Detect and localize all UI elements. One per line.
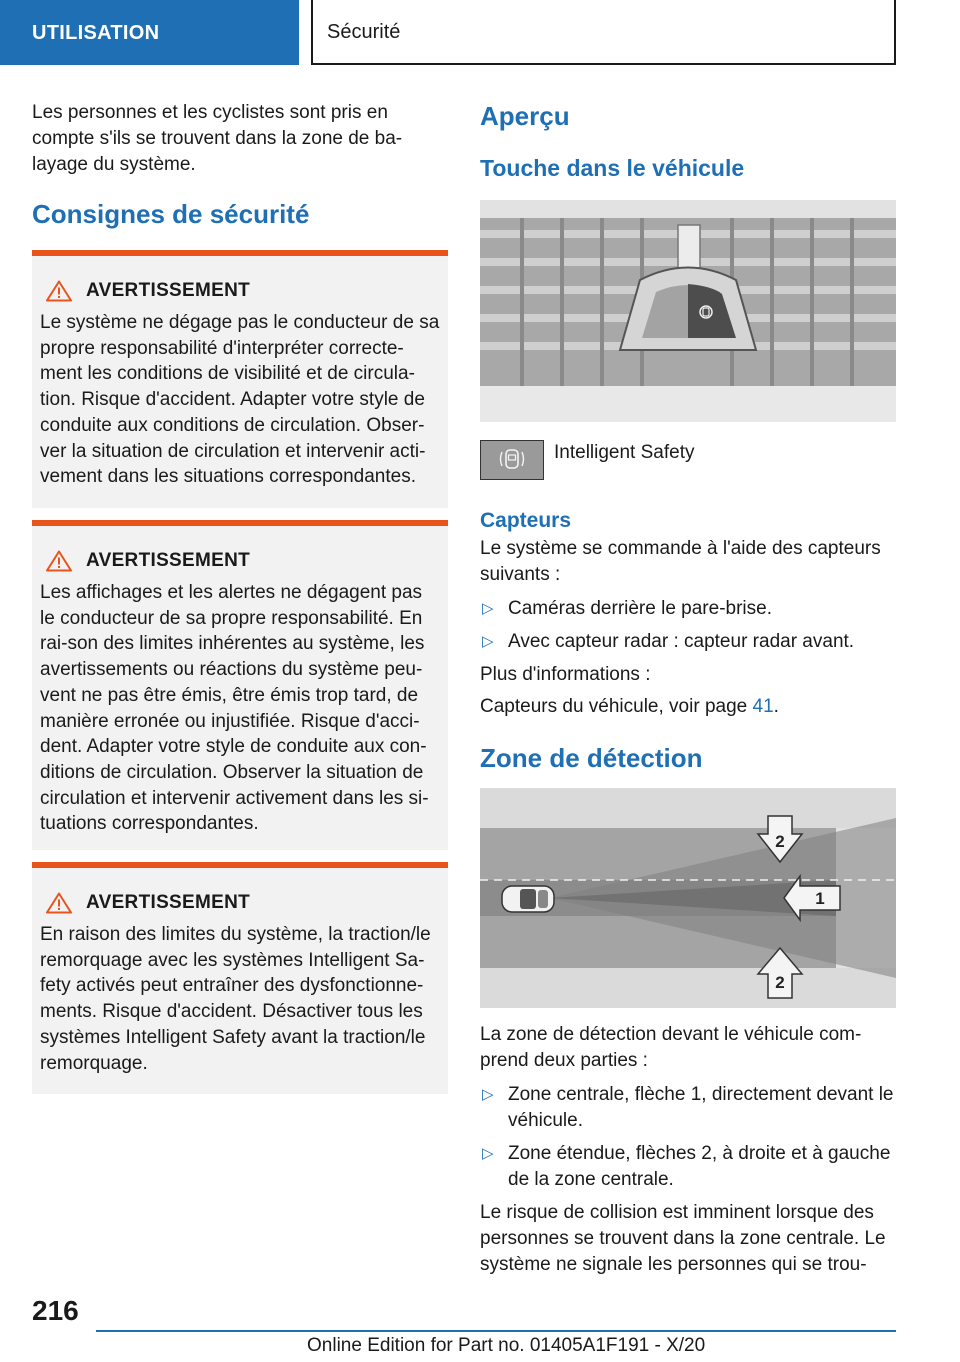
chapter-tab: UTILISATION (0, 0, 299, 65)
warning-title: AVERTISSEMENT (86, 550, 251, 571)
warning-box-2 (32, 520, 448, 850)
triangle-bullet-icon: ▷ (482, 600, 494, 617)
warning-title: AVERTISSEMENT (86, 280, 251, 301)
warning-text: Le système ne dégage pas le conducteur de sa propre responsabilité d'interpréter correcte-ment les conditions de visibilité et de circula-tion. Risque d'accident. Adapter votre style de conduite aux conditions de circulation. Obser-ver la situation de circulation et intervenir acti-vement dans les situations correspondantes. (40, 312, 440, 488)
page-number: 216 (32, 1295, 79, 1326)
zone-intro: La zone de détection devant le véhicule com-prend deux parties : (480, 1024, 862, 1071)
left-column (32, 100, 448, 1094)
arrow-label-2-bottom: 2 (775, 973, 785, 992)
intelligent-safety-button-icon (480, 440, 544, 480)
arrow-label-1: 1 (815, 889, 825, 908)
vehicle-button-heading: Touche dans le véhicule (480, 155, 745, 181)
sensors-list (480, 596, 896, 655)
detection-zone-heading: Zone de détection (480, 743, 703, 773)
sensors-heading: Capteurs (480, 509, 572, 532)
warning-box-1 (32, 250, 448, 508)
triangle-bullet-icon: ▷ (482, 1086, 494, 1103)
warning-box-3 (32, 862, 448, 1094)
overview-heading: Aperçu (480, 101, 570, 131)
detection-zone-illustration (480, 788, 896, 1008)
footer-edition: Online Edition for Part no. 01405A1F191 - X/20 (307, 1335, 706, 1356)
safety-heading: Consignes de sécurité (32, 199, 310, 229)
zone-outro: Le risque de collision est imminent lorsque des personnes se trouvent dans la zone centrale. Le système ne signale les personnes qui se trou- (480, 1202, 886, 1275)
vehicle-button-illustration (480, 200, 896, 422)
footer-divider (96, 1330, 896, 1332)
warning-triangle-icon (46, 550, 72, 572)
right-column (480, 100, 896, 1284)
zone-list (480, 1082, 896, 1193)
warning-triangle-icon (46, 892, 72, 914)
section-title: Sécurité (311, 0, 896, 65)
list-item: ▷ Caméras derrière le pare-brise. (480, 596, 896, 622)
more-info-label: Plus d'informations : (480, 664, 651, 685)
arrow-label-2-top: 2 (775, 832, 785, 851)
triangle-bullet-icon: ▷ (482, 633, 494, 650)
page-reference: Capteurs du véhicule, voir page 41. (480, 696, 779, 717)
warning-text: Les affichages et les alertes ne dégagent pas le conducteur de sa propre responsabilité. En rai-son des limites inhérentes au système, les avertissements ou réactions du système peu-vent ne pas être émis, être émis trop tard, de manière erronée ou injustifiée. Risque d'acci-dent. Adapter votre style de conduite aux con-ditions de circulation. Observer la situation de circulation et intervenir activement dans les si-tuations correspondantes. (40, 582, 429, 835)
list-item: ▷ Zone étendue, flèches 2, à droite et à gauche de la zone centrale. (482, 1143, 891, 1190)
sensors-intro: Le système se commande à l'aide des capteurs suivants : (480, 538, 881, 585)
triangle-bullet-icon: ▷ (482, 1145, 494, 1162)
list-item: ▷ Zone centrale, flèche 1, directement devant le véhicule. (482, 1084, 894, 1131)
intro-paragraph: Les personnes et les cyclistes sont pris en compte s'ils se trouvent dans la zone de ba-layage du système. (32, 102, 403, 175)
warning-title: AVERTISSEMENT (86, 892, 251, 913)
warning-text: En raison des limites du système, la traction/le remorquage avec les systèmes Intelligent Sa-fety activés peut entraîner des dysfonctionne-ments. Risque d'accident. Désactiver tous les systèmes Intelligent Safety avant la traction/le remorquage. (40, 924, 431, 1074)
page-link[interactable]: 41 (752, 696, 774, 717)
warning-triangle-icon (46, 280, 72, 302)
button-caption: Intelligent Safety (554, 442, 695, 463)
list-item: ▷ Avec capteur radar : capteur radar avant. (480, 629, 896, 655)
